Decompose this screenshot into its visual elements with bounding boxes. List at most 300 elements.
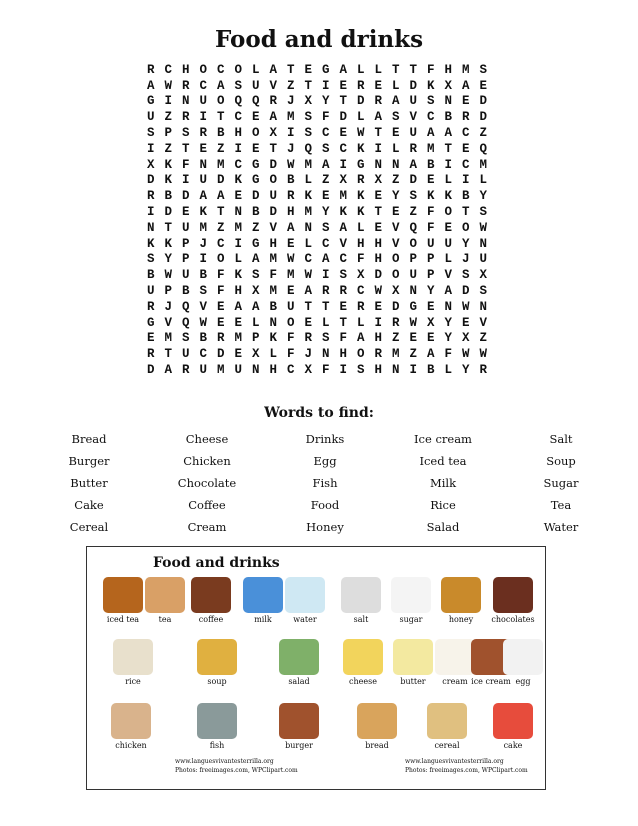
grid-letter: V: [409, 110, 417, 125]
word-to-find: Cereal: [69, 520, 109, 534]
grid-letter: D: [461, 284, 470, 299]
grid-letter: E: [409, 331, 417, 346]
grid-letter: R: [216, 331, 225, 346]
grid-letter: H: [374, 236, 382, 251]
grid-letter: N: [391, 363, 400, 378]
grid-letter: E: [461, 315, 470, 330]
grid-letter: T: [181, 141, 190, 156]
grid-letter: R: [199, 126, 207, 141]
food-photo: [441, 577, 481, 613]
food-caption: iced tea: [106, 615, 140, 624]
grid-letter: I: [164, 94, 172, 109]
grid-letter: X: [269, 126, 277, 141]
food-caption: honey: [448, 615, 474, 624]
grid-letter: Q: [304, 141, 312, 156]
food-caption: sugar: [399, 615, 423, 624]
grid-letter: I: [234, 236, 242, 251]
grid-letter: M: [234, 331, 242, 346]
grid-letter: K: [444, 189, 452, 204]
word-to-find: Chocolate: [177, 476, 237, 490]
word-list: [30, 428, 620, 538]
grid-letter: Q: [409, 220, 417, 235]
grid-letter: V: [391, 220, 400, 235]
grid-letter: M: [234, 220, 242, 235]
grid-letter: D: [164, 205, 172, 220]
grid-letter: S: [146, 252, 155, 267]
grid-letter: Y: [461, 363, 470, 378]
word-to-find: Tea: [550, 498, 572, 512]
footer-line: Photos: freeimages.com, WPClipart.com: [405, 767, 528, 774]
grid-letter: W: [304, 268, 312, 283]
word-search-grid: [142, 62, 492, 378]
grid-letter: D: [146, 173, 155, 188]
grid-letter: A: [251, 252, 260, 267]
grid-row: [142, 204, 492, 220]
grid-letter: F: [286, 331, 295, 346]
grid-letter: X: [304, 94, 312, 109]
grid-row: [142, 125, 492, 141]
food-item: [485, 703, 541, 750]
grid-letter: R: [409, 141, 417, 156]
grid-letter: K: [426, 189, 435, 204]
grid-letter: N: [409, 284, 417, 299]
grid-letter: U: [146, 110, 155, 125]
grid-letter: G: [251, 157, 260, 172]
grid-letter: W: [479, 220, 487, 235]
grid-letter: L: [356, 110, 365, 125]
grid-letter: D: [269, 205, 277, 220]
grid-letter: Q: [181, 315, 190, 330]
grid-letter: T: [391, 62, 400, 77]
grid-letter: R: [181, 78, 190, 93]
grid-letter: P: [426, 252, 435, 267]
word-to-find: Coffee: [188, 498, 226, 512]
grid-letter: A: [339, 62, 347, 77]
grid-letter: R: [339, 284, 347, 299]
food-caption: bread: [365, 741, 389, 750]
grid-row: [142, 94, 492, 110]
grid-letter: V: [444, 268, 452, 283]
word-to-find: Water: [543, 520, 579, 534]
word-to-find: Salt: [549, 432, 573, 446]
grid-letter: M: [216, 363, 225, 378]
grid-letter: F: [181, 157, 190, 172]
food-photo: [285, 577, 325, 613]
grid-letter: K: [164, 173, 172, 188]
grid-letter: R: [391, 315, 400, 330]
food-photo: [145, 577, 185, 613]
grid-letter: O: [461, 220, 470, 235]
grid-letter: T: [339, 94, 347, 109]
food-item: [349, 703, 405, 750]
grid-letter: E: [461, 141, 470, 156]
grid-letter: E: [181, 205, 190, 220]
grid-letter: E: [374, 189, 382, 204]
grid-letter: A: [426, 347, 435, 362]
grid-letter: E: [426, 173, 435, 188]
grid-letter: T: [321, 299, 330, 314]
grid-letter: N: [181, 94, 190, 109]
grid-letter: Q: [251, 94, 260, 109]
food-caption: cream: [442, 677, 468, 686]
grid-letter: S: [479, 205, 487, 220]
grid-letter: N: [479, 299, 487, 314]
footer-line: www.languesvivantesterrilla.org: [405, 758, 504, 765]
grid-letter: C: [339, 141, 347, 156]
food-item: [495, 639, 551, 686]
grid-letter: K: [234, 173, 242, 188]
grid-row: [142, 362, 492, 378]
grid-letter: L: [234, 252, 242, 267]
grid-letter: D: [181, 189, 190, 204]
picture-footer: [405, 757, 528, 775]
grid-letter: P: [426, 268, 435, 283]
grid-letter: L: [356, 220, 365, 235]
grid-letter: O: [216, 252, 225, 267]
grid-letter: U: [444, 236, 452, 251]
grid-letter: B: [146, 268, 155, 283]
grid-letter: L: [356, 315, 365, 330]
grid-letter: M: [304, 157, 312, 172]
grid-letter: W: [374, 284, 382, 299]
food-caption: chocolates: [491, 615, 535, 624]
grid-letter: X: [426, 315, 435, 330]
word-to-find: Drinks: [305, 432, 345, 446]
grid-letter: D: [146, 363, 155, 378]
grid-letter: R: [146, 62, 155, 77]
grid-letter: P: [164, 126, 172, 141]
grid-row: [142, 141, 492, 157]
grid-letter: Y: [444, 331, 452, 346]
grid-letter: K: [234, 268, 242, 283]
grid-letter: O: [269, 173, 277, 188]
grid-letter: J: [286, 141, 295, 156]
grid-letter: M: [391, 347, 400, 362]
word-to-find: Cheese: [185, 432, 229, 446]
grid-letter: B: [199, 268, 207, 283]
grid-letter: O: [356, 347, 365, 362]
grid-letter: M: [304, 205, 312, 220]
grid-letter: E: [374, 220, 382, 235]
grid-letter: G: [251, 173, 260, 188]
grid-letter: S: [409, 189, 417, 204]
grid-letter: H: [286, 205, 295, 220]
grid-letter: R: [374, 94, 382, 109]
grid-letter: L: [321, 315, 330, 330]
grid-letter: R: [286, 189, 295, 204]
grid-letter: Z: [164, 141, 172, 156]
grid-letter: A: [339, 220, 347, 235]
word-to-find: Fish: [312, 476, 338, 490]
grid-letter: K: [164, 236, 172, 251]
grid-letter: C: [199, 78, 207, 93]
grid-letter: B: [251, 205, 260, 220]
grid-letter: U: [146, 284, 155, 299]
grid-letter: T: [461, 205, 470, 220]
grid-letter: N: [321, 347, 330, 362]
grid-letter: S: [304, 110, 312, 125]
grid-letter: A: [426, 126, 435, 141]
grid-letter: S: [304, 126, 312, 141]
food-photo: [279, 703, 319, 739]
grid-letter: S: [181, 126, 190, 141]
grid-letter: W: [164, 268, 172, 283]
grid-letter: J: [199, 236, 207, 251]
grid-letter: H: [374, 363, 382, 378]
grid-letter: V: [269, 220, 277, 235]
grid-letter: E: [234, 189, 242, 204]
food-photo: [197, 703, 237, 739]
grid-letter: T: [216, 110, 225, 125]
grid-letter: G: [321, 62, 330, 77]
grid-row: [142, 220, 492, 236]
grid-letter: N: [234, 205, 242, 220]
grid-letter: T: [374, 205, 382, 220]
grid-letter: E: [391, 126, 400, 141]
grid-letter: K: [426, 78, 435, 93]
grid-letter: W: [409, 315, 417, 330]
food-caption: fish: [209, 741, 225, 750]
grid-letter: C: [286, 363, 295, 378]
footer-line: Photos: freeimages.com, WPClipart.com: [175, 767, 298, 774]
grid-letter: S: [461, 268, 470, 283]
grid-row: [142, 109, 492, 125]
grid-letter: E: [234, 315, 242, 330]
grid-letter: P: [181, 252, 190, 267]
food-photo: [503, 639, 543, 675]
food-caption: tea: [158, 615, 172, 624]
grid-letter: S: [321, 141, 330, 156]
grid-letter: R: [356, 78, 365, 93]
grid-letter: Y: [164, 252, 172, 267]
word-to-find: Cream: [187, 520, 227, 534]
grid-letter: A: [216, 78, 225, 93]
food-caption: soup: [207, 677, 227, 686]
grid-letter: D: [216, 173, 225, 188]
grid-letter: R: [356, 173, 365, 188]
grid-letter: R: [146, 189, 155, 204]
grid-letter: U: [199, 173, 207, 188]
grid-letter: I: [409, 363, 417, 378]
grid-letter: E: [374, 299, 382, 314]
food-item: [383, 577, 439, 624]
food-item: [189, 639, 245, 686]
grid-letter: A: [164, 363, 172, 378]
grid-letter: I: [286, 126, 295, 141]
grid-letter: E: [146, 331, 155, 346]
grid-letter: Y: [321, 94, 330, 109]
grid-letter: X: [444, 78, 452, 93]
grid-letter: W: [461, 299, 470, 314]
grid-letter: U: [199, 94, 207, 109]
grid-letter: I: [199, 252, 207, 267]
grid-letter: O: [286, 315, 295, 330]
grid-letter: X: [479, 268, 487, 283]
grid-letter: E: [391, 205, 400, 220]
food-item: [419, 703, 475, 750]
grid-letter: Z: [216, 141, 225, 156]
grid-letter: U: [479, 252, 487, 267]
grid-letter: O: [199, 62, 207, 77]
grid-letter: P: [181, 236, 190, 251]
grid-letter: R: [479, 363, 487, 378]
grid-letter: K: [356, 189, 365, 204]
grid-letter: A: [321, 252, 330, 267]
grid-letter: X: [304, 363, 312, 378]
grid-letter: C: [304, 252, 312, 267]
grid-letter: J: [286, 94, 295, 109]
grid-letter: S: [426, 94, 435, 109]
grid-row: [142, 267, 492, 283]
grid-letter: T: [374, 126, 382, 141]
grid-letter: U: [286, 299, 295, 314]
food-photo: [341, 577, 381, 613]
grid-letter: V: [199, 299, 207, 314]
grid-letter: E: [461, 94, 470, 109]
word-to-find: Egg: [313, 454, 337, 468]
food-caption: salad: [288, 677, 310, 686]
grid-letter: S: [479, 284, 487, 299]
grid-letter: B: [181, 284, 190, 299]
grid-letter: Z: [251, 220, 260, 235]
grid-letter: B: [269, 299, 277, 314]
grid-letter: B: [461, 189, 470, 204]
grid-letter: S: [321, 220, 330, 235]
food-caption: milk: [254, 615, 272, 624]
grid-letter: X: [251, 347, 260, 362]
food-item: [103, 703, 159, 750]
grid-letter: W: [199, 315, 207, 330]
grid-letter: S: [321, 331, 330, 346]
grid-row: [142, 315, 492, 331]
grid-row: [142, 236, 492, 252]
grid-letter: M: [461, 62, 470, 77]
grid-letter: A: [304, 284, 312, 299]
grid-letter: I: [374, 141, 382, 156]
food-caption: ice cream: [471, 677, 511, 686]
grid-letter: D: [251, 189, 260, 204]
word-to-find: Bread: [71, 432, 107, 446]
grid-letter: V: [164, 315, 172, 330]
grid-letter: S: [146, 126, 155, 141]
grid-letter: Q: [181, 299, 190, 314]
grid-letter: Z: [321, 173, 330, 188]
grid-letter: W: [286, 157, 295, 172]
grid-letter: X: [391, 284, 400, 299]
food-photo: [357, 703, 397, 739]
grid-row: [142, 78, 492, 94]
word-to-find: Iced tea: [419, 454, 467, 468]
grid-letter: N: [479, 236, 487, 251]
grid-letter: J: [304, 347, 312, 362]
grid-letter: A: [286, 220, 295, 235]
food-photo: [427, 703, 467, 739]
grid-letter: S: [339, 268, 347, 283]
grid-letter: B: [444, 110, 452, 125]
grid-row: [142, 346, 492, 362]
grid-letter: T: [304, 78, 312, 93]
food-photo: [279, 639, 319, 675]
picture-footer: [175, 757, 298, 775]
grid-letter: C: [199, 347, 207, 362]
grid-row: [142, 173, 492, 189]
grid-letter: P: [251, 331, 260, 346]
grid-letter: G: [146, 94, 155, 109]
grid-letter: T: [444, 141, 452, 156]
grid-letter: K: [356, 141, 365, 156]
grid-letter: T: [339, 315, 347, 330]
food-item: [183, 577, 239, 624]
grid-letter: I: [199, 110, 207, 125]
grid-letter: U: [234, 363, 242, 378]
grid-letter: I: [146, 205, 155, 220]
grid-letter: M: [479, 157, 487, 172]
grid-letter: Z: [479, 331, 487, 346]
grid-letter: I: [321, 268, 330, 283]
words-heading: Words to find:: [264, 405, 374, 421]
grid-letter: V: [339, 236, 347, 251]
grid-letter: S: [479, 62, 487, 77]
food-item: [189, 703, 245, 750]
grid-letter: P: [164, 284, 172, 299]
grid-letter: C: [234, 157, 242, 172]
grid-letter: N: [391, 157, 400, 172]
grid-letter: Q: [479, 141, 487, 156]
grid-letter: I: [461, 173, 470, 188]
word-to-find: Butter: [70, 476, 108, 490]
grid-letter: H: [269, 363, 277, 378]
grid-letter: G: [356, 157, 365, 172]
grid-letter: G: [409, 299, 417, 314]
grid-letter: R: [146, 299, 155, 314]
grid-letter: P: [409, 252, 417, 267]
grid-letter: H: [444, 62, 452, 77]
grid-letter: A: [146, 78, 155, 93]
grid-letter: F: [426, 62, 435, 77]
grid-letter: L: [391, 78, 400, 93]
grid-letter: F: [426, 205, 435, 220]
grid-letter: A: [356, 331, 365, 346]
grid-letter: T: [304, 299, 312, 314]
grid-letter: B: [286, 173, 295, 188]
grid-letter: Z: [391, 173, 400, 188]
word-to-find: Sugar: [543, 476, 579, 490]
grid-letter: T: [164, 347, 172, 362]
grid-letter: E: [216, 299, 225, 314]
grid-letter: X: [356, 268, 365, 283]
grid-letter: A: [461, 78, 470, 93]
grid-letter: Z: [479, 126, 487, 141]
grid-letter: T: [269, 141, 277, 156]
food-caption: salt: [353, 615, 369, 624]
grid-row: [142, 252, 492, 268]
grid-letter: U: [181, 220, 190, 235]
food-item: [271, 639, 327, 686]
grid-letter: U: [251, 78, 260, 93]
grid-letter: M: [199, 220, 207, 235]
grid-letter: X: [374, 173, 382, 188]
food-caption: cake: [503, 741, 523, 750]
grid-letter: E: [286, 284, 295, 299]
grid-letter: A: [409, 157, 417, 172]
grid-letter: D: [216, 347, 225, 362]
grid-letter: F: [286, 347, 295, 362]
grid-letter: I: [146, 141, 155, 156]
grid-letter: F: [444, 347, 452, 362]
footer-line: www.languesvivantesterrilla.org: [175, 758, 274, 765]
word-to-find: Chicken: [183, 454, 231, 468]
food-item: [433, 577, 489, 624]
